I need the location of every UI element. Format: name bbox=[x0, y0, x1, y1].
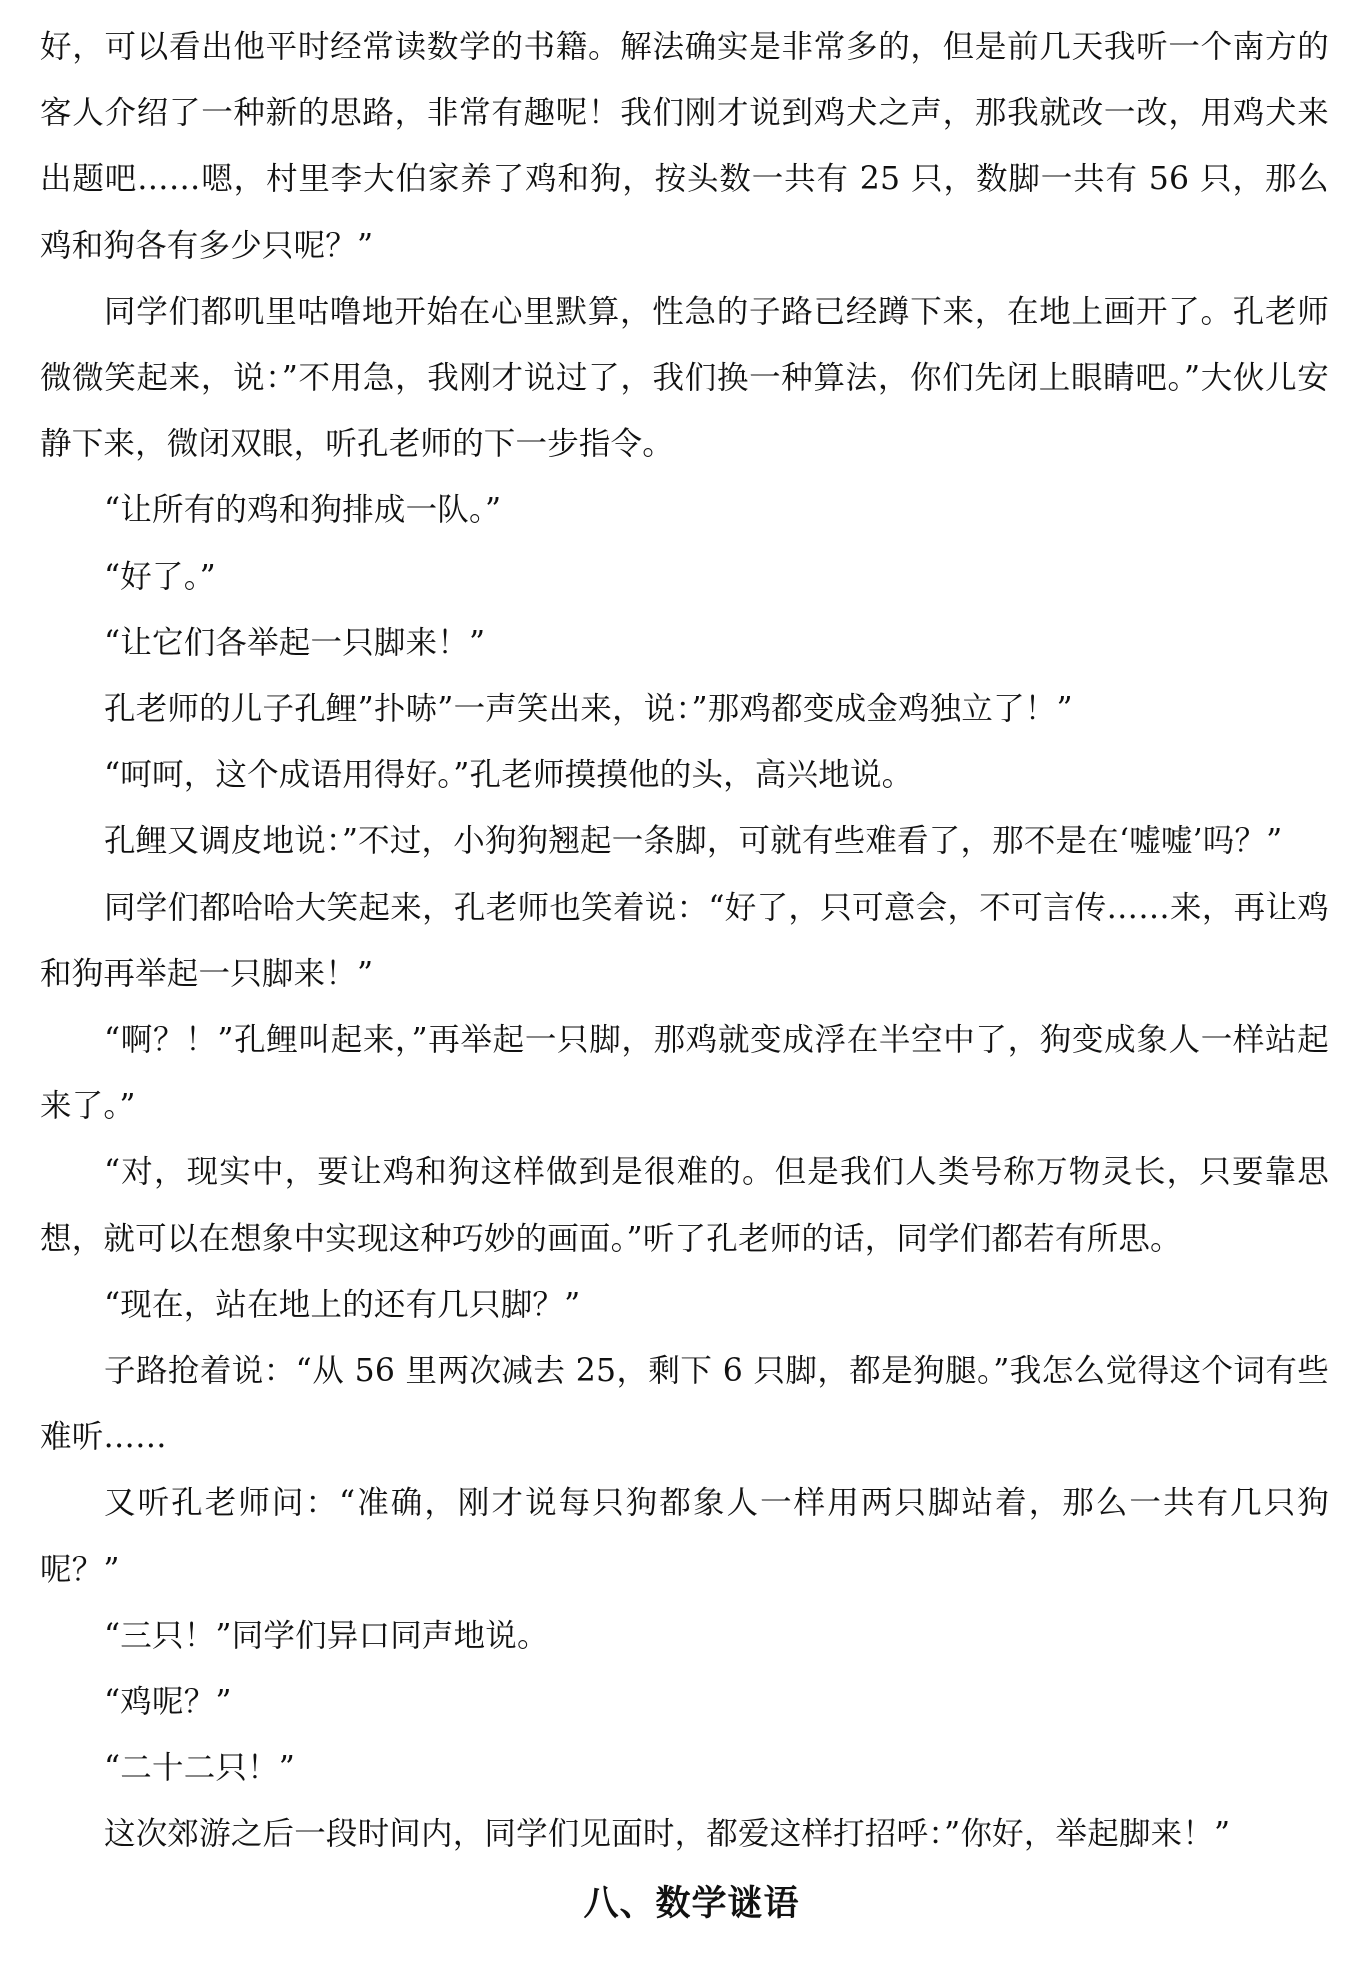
paragraph-9: 同学们都哈哈大笑起来，孔老师也笑着说：“好了，只可意会，不可言传……来，再让鸡和狗再举起一只脚来！” bbox=[40, 889, 1329, 992]
paragraph-8: 孔鲤又调皮地说：”不过，小狗狗翘起一条脚，可就有些难看了，那不是在‘嘘嘘’吗？” bbox=[104, 823, 1283, 860]
paragraph-18: 这次郊游之后一段时间内，同学们见面时，都爱这样打招呼：”你好，举起脚来！” bbox=[104, 1816, 1231, 1853]
paragraph-2: 同学们都叽里咕噜地开始在心里默算，性急的子路已经蹲下来，在地上画开了。孔老师微微笑起来，说：”不用急，我刚才说过了，我们换一种算法，你们先闭上眼睛吧。”大伙儿安静下来，微闭双眼，听孔老师的下一步指令。 bbox=[40, 293, 1329, 463]
section-heading: 八、数学谜语 bbox=[583, 1883, 800, 1924]
paragraph-4: “好了。” bbox=[104, 558, 216, 595]
paragraph-10: “啊？！”孔鲤叫起来，”再举起一只脚，那鸡就变成浮在半空中了，狗变成象人一样站起来了。” bbox=[40, 1022, 1329, 1125]
paragraph-17: “二十二只！” bbox=[104, 1750, 296, 1787]
paragraph-16: “鸡呢？” bbox=[104, 1684, 232, 1721]
paragraph-1: 好，可以看出他平时经常读数学的书籍。解法确实是非常多的，但是前几天我听一个南方的客人介绍了一种新的思路，非常有趣呢！我们刚才说到鸡犬之声，那我就改一改，用鸡犬来出题吧……嗯，村里李大伯家养了鸡和狗，按头数一共有 25 只，数脚一共有 56 只，那么鸡和狗各有多少只呢？” bbox=[40, 29, 1329, 264]
paragraph-12: “现在，站在地上的还有几只脚？” bbox=[104, 1286, 581, 1323]
paragraph-3: “让所有的鸡和狗排成一队。” bbox=[104, 492, 502, 529]
paragraph-13: 子路抢着说：“从 56 里两次减去 25，剩下 6 只脚，都是狗腿。”我怎么觉得这个词有些难听…… bbox=[40, 1353, 1329, 1456]
paragraph-15: “三只！”同学们异口同声地说。 bbox=[104, 1617, 549, 1654]
paragraph-14: 又听孔老师问：“准确，刚才说每只狗都象人一样用两只脚站着，那么一共有几只狗呢？” bbox=[40, 1485, 1329, 1588]
paragraph-11: “对，现实中，要让鸡和狗这样做到是很难的。但是我们人类号称万物灵长，只要靠思想，就可以在想象中实现这种巧妙的画面。”听了孔老师的话，同学们都若有所思。 bbox=[40, 1154, 1329, 1257]
paragraph-7: “呵呵，这个成语用得好。”孔老师摸摸他的头，高兴地说。 bbox=[104, 757, 914, 794]
paragraph-5: “让它们各举起一只脚来！” bbox=[104, 624, 486, 661]
paragraph-6: 孔老师的儿子孔鲤”扑哧”一声笑出来，说：”那鸡都变成金鸡独立了！” bbox=[104, 691, 1073, 728]
